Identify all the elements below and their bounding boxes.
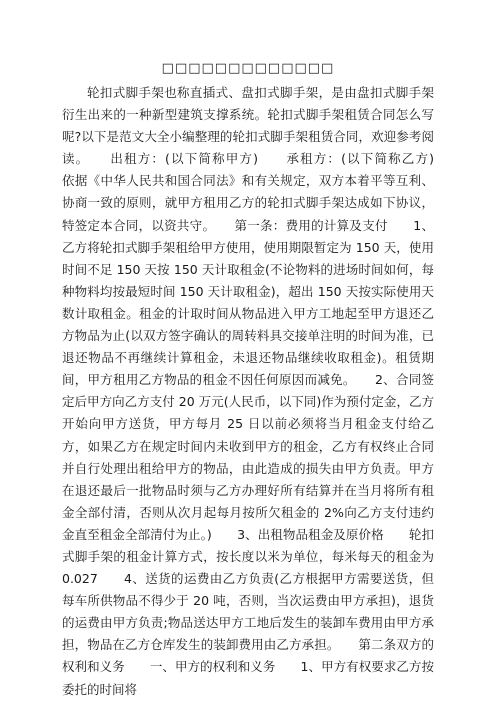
document-body-text: 轮扣式脚手架也称直插式、盘扣式脚手架，是由盘扣式脚手架衍生出来的一种新型建筑支撑系统。轮扣式脚手架租赁合同怎么写呢?以下是范文大全小编整理的轮扣式脚手架租赁合同，欢迎参考阅读。 出租方：(以下简称甲方) 承租方：(以下简称乙方) 依据《中华人民共和国合同法》和有关规定，双方本着平等互利、协商一致的原则，就甲方租用乙方的轮扣式脚手架达成如下协议，特签定本合同，以资共守。 第一条：费用的计算及支付 1、乙方将轮扣式脚手架租给甲方使用，使用期限暂定为 150 天，使用时间不足 150 天按 150 天计取租金(不论物料的进场时间如何，每种物料均按最短时间 150 天计取租金)，超出 150 天按实际使用天数计取租金。租金的计取时间从物品进入甲方工地起至甲方退还乙方物品为止(以双方签字确认的周转料具交接单注明的时间为准，已退还物品不再继续计算租金，未退还物品继续收取租金)。租赁期间，甲方租用乙方物品的租金不因任何原因而减免。 2、合同签定后甲方向乙方支付 20 万元(人民币，以下同)作为预付定金，乙方开始向甲方送货，甲方每月 25 日以前必须将当月租金支付给乙方，如果乙方在规定时间内未收到甲方的租金，乙方有权终止合同并自行处理出租给甲方的物品，由此造成的损失由甲方负责。甲方在退还最后一批物品时须与乙方办理好所有结算并在当月将所有租金全部付清，否则从次月起每月按所欠租金的 2%向乙方支付违约金直至租金全部清付为止。) 3、出租物品租金及原价格 轮扣式脚手架的租金计算方式，按长度以米为单位，每米每天的租金为 0.027 4、送货的运费由乙方负责(乙方根据甲方需要送货，但每车所供物品不得少于 20 吨，否则，当次运费由甲方承担)，退货的运费由甲方负责;物品送达甲方工地后发生的装卸车费用由甲方承担，物品在乙方仓库发生的装卸费用由乙方承担。 第二条双方的权利和义务 一、甲方的权利和义务 1、甲方有权要求乙方按委托的时间将 [62, 85, 460, 697]
document-title: □□□□□□□□□□□□□ [161, 61, 335, 76]
